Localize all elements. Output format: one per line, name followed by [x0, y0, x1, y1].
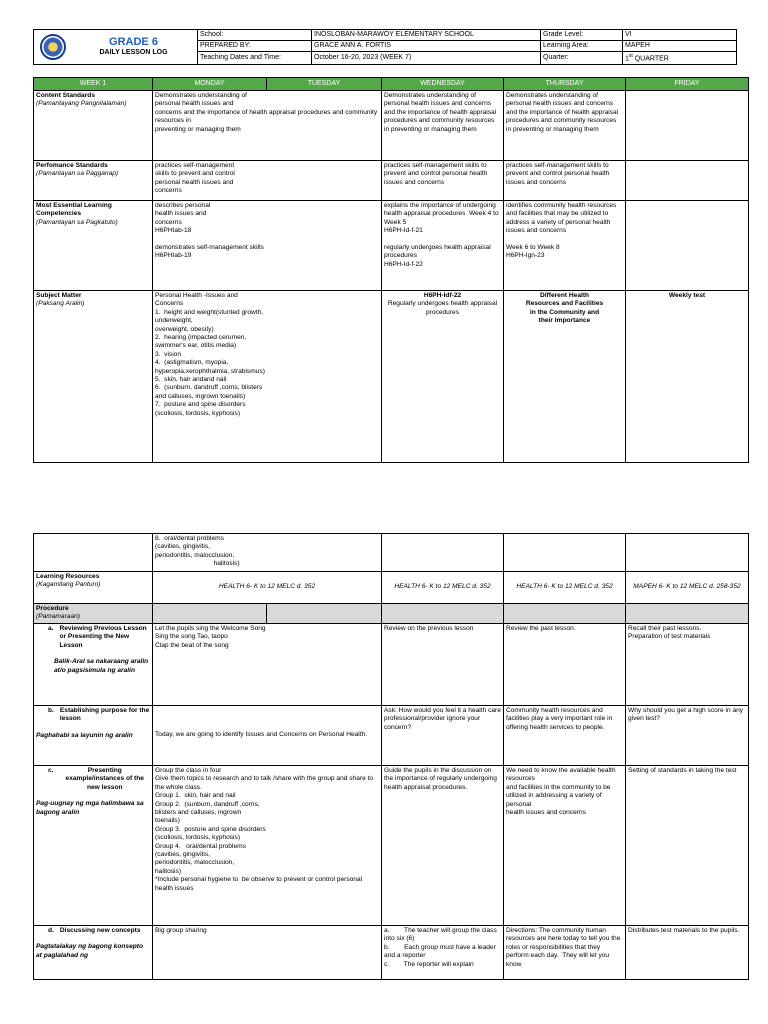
cell-text: Review the past lesson.: [506, 625, 576, 632]
deped-seal-icon: [40, 34, 66, 60]
row-title: Presenting example/instances of the new lesson: [65, 767, 144, 791]
thursday-cell: HEALTH 6- K to 12 MELC d. 352: [504, 572, 626, 604]
row-title: Content Standards: [36, 92, 95, 99]
continuation-row: [34, 534, 749, 572]
lesson-table-page2: [33, 533, 749, 980]
monday-cell: [153, 534, 382, 572]
row-title: Subject Matter: [36, 292, 82, 299]
friday-cell: [626, 706, 749, 766]
monday-cell: [153, 926, 382, 980]
row-subtitle: Pag-uugnay ng mga halimbawa sa bagong aralin: [36, 800, 144, 816]
melc-row: [34, 201, 749, 291]
monday-cell: [153, 766, 382, 926]
friday-cell: [626, 291, 749, 463]
quarter-label: Quarter:: [541, 52, 623, 65]
cell-text: Group the class in four Give them topics to research and to talk /share with the group and share to the whole class. Group 1. skin, hair and nail Group 2. (sunburn, dandruff ,corns, blisters and calluses, ingrown toenails) Group 3. posture and spine disorders (scoliosis, lordosis, kyphosis) Group 4. oral/dental problems (cavities, gingivitis, periodontitis, malocclusion, halitosis) *Include personal hygiene to be observe to prevent or control personal health issues: [155, 767, 374, 892]
quarter-rest: QUARTER: [632, 55, 669, 63]
cell-text: Directions: The community human resources are here today to tell you the roles or responsibilities that they perform each day. They will let you know: [506, 927, 623, 968]
prepared-label: PREPARED BY:: [198, 41, 312, 52]
row-label: [34, 572, 153, 604]
cell-text: Demonstrates understanding of personal health issues and concerns and the importance of health appraisal procedures and community resources in preventing or managing them: [384, 92, 499, 133]
content-standards-row: [34, 91, 749, 161]
cell-text: We need to know the available health resources and facilities in the community to be utilized in addressing a variety of personal health issues and concerns: [506, 767, 616, 817]
row-title: Procedure: [36, 605, 69, 612]
row-letter: d.: [48, 927, 54, 934]
friday-cell: [626, 534, 749, 572]
procedure-c-row: [34, 766, 749, 926]
area-label: Learning Area:: [541, 41, 623, 52]
wednesday-cell: [382, 201, 504, 291]
wednesday-cell: [382, 534, 504, 572]
wednesday-cell: [382, 926, 504, 980]
row-label: [34, 604, 153, 624]
row-subtitle: (Paksang Aralin): [36, 300, 85, 308]
cell-text: Guide the pupils in the discussion on the importance of regularly undergoing health appraisal procedures.: [384, 767, 499, 791]
row-letter: a.: [48, 625, 54, 632]
wednesday-cell: [382, 291, 504, 463]
cell-text: Today, we are going to identify Issues and Concerns on Personal Health.: [155, 731, 368, 739]
tuesday-cell: [267, 604, 382, 624]
monday-cell: [153, 604, 267, 624]
competency-code: H6PH-Idf-22: [423, 292, 462, 299]
wednesday-cell: HEALTH 6- K to 12 MELC d. 352: [382, 572, 504, 604]
friday-cell: [626, 624, 749, 706]
cell-text: explains the importance of undergoing health appraisal procedures Week 4 to Week 5 H6PH-Id-f-21 regularly undergoes health appraisal procedures H6PH-Id-f-22: [384, 202, 499, 268]
cell-text: Weekly test: [668, 292, 706, 299]
thursday-cell: [504, 706, 626, 766]
cell-text: Review on the previous lesson: [384, 625, 474, 632]
cell-text: Big group sharing: [155, 927, 207, 934]
grade-level-value: VI: [623, 30, 737, 41]
cell-text: identifies community health resources and facilities that may be utilized to address a variety of personal health issues and concerns Week 6 to Week 8 H6PH-Ign-23: [506, 202, 617, 260]
quarter-num: 1: [625, 55, 629, 63]
thursday-cell: [504, 291, 626, 463]
quarter-value: [623, 52, 737, 65]
monday-cell: [153, 291, 382, 463]
wednesday-cell: [382, 604, 504, 624]
row-label: [34, 766, 153, 926]
friday-cell: [626, 91, 749, 161]
cell-text: Setting of standards in taking the test: [628, 767, 737, 774]
procedure-d-row: [34, 926, 749, 980]
school-value: INOSLOBAN-MARAWOY ELEMENTARY SCHOOL: [312, 30, 541, 41]
friday-cell: MAPEH 6- K to 12 MELC d. 258-352: [626, 572, 749, 604]
cell-text: describes personal health issues and concerns H6PHIab-18 demonstrates self-management skills H6PHIab-19: [155, 202, 264, 260]
monday-cell: [153, 161, 382, 201]
row-label: [34, 706, 153, 766]
row-title: Establishing purpose for the lesson: [59, 707, 150, 723]
cell-text: Demonstrates understanding of personal health issues and concerns and the importance of health appraisal procedures and community resources in preventing or managing them: [155, 92, 378, 133]
row-label: [34, 201, 153, 291]
cell-text: practices self-management skills to prevent and control personal health issues and concerns: [384, 162, 490, 186]
learning-resources-row: [34, 572, 749, 604]
monday-cell: [153, 201, 382, 291]
row-label: [34, 91, 153, 161]
header-table: [33, 29, 737, 65]
wednesday-cell: [382, 766, 504, 926]
row-label: [34, 291, 153, 463]
row-letter: c.: [48, 767, 54, 774]
wednesday-cell: [382, 624, 504, 706]
friday-col-header: FRIDAY: [626, 78, 749, 91]
wednesday-cell: [382, 91, 504, 161]
procedure-b-row: [34, 706, 749, 766]
cell-text: Regularly undergoes health appraisal procedures: [387, 300, 498, 316]
dates-value: October 16-20, 2023 (WEEK 7): [312, 52, 541, 65]
procedure-a-row: [34, 624, 749, 706]
thursday-cell: [504, 534, 626, 572]
performance-standards-row: [34, 161, 749, 201]
cell-text: Personal Health -Issues and Concerns 1. height and weight(stunted growth, underweight, overweight, obesity) 2. hearing (impacted cerumen, swimmer's ear, otitis media) 3. vision 4. (astigmatism, myopia, hyperopia,xerophthalmia, strabismus) 5. skin, hair andand nail 6. (sunburn, dandruff ,corns, blisters and calluses, ingrown toenails) 7. posture and spine disorders (scoliosis, lordosis, kyphosis): [155, 292, 265, 417]
grade-title: GRADE 6: [109, 36, 158, 49]
row-label: [34, 534, 153, 572]
thursday-cell: [504, 766, 626, 926]
row-subtitle: (Pamantayan sa Pagganap): [36, 170, 119, 178]
cell-text: Different Health Resources and Facilities in the Community and their Importance: [525, 292, 604, 325]
row-title: Discussing new concepts: [59, 927, 141, 934]
row-title: Learning Resources: [36, 573, 100, 580]
log-title: DAILY LESSON LOG: [99, 49, 168, 57]
row-subtitle: Paghahabi sa layunin ng aralin: [36, 731, 133, 739]
prepared-value: GRACE ANN A. FORTIS: [312, 41, 541, 52]
procedure-row: [34, 604, 749, 624]
friday-cell: [626, 766, 749, 926]
cell-text: Let the pupils sing the Welcome Song Sing the song Tao, taopo Clap the beat of the song: [155, 625, 266, 649]
week-header-row: [34, 78, 749, 91]
thursday-cell: [504, 624, 626, 706]
monday-cell: [153, 706, 382, 766]
monday-cell: [153, 91, 382, 161]
cell-text: practices self-management skills to prevent and control personal health issues and concerns: [155, 162, 235, 195]
monday-cell: [153, 624, 382, 706]
friday-cell: [626, 201, 749, 291]
row-letter: b.: [48, 707, 54, 714]
wednesday-cell: [382, 706, 504, 766]
row-label: [34, 624, 153, 706]
friday-cell: [626, 161, 749, 201]
thursday-col-header: THURSDAY: [504, 78, 626, 91]
cell-text: 8. oral/dental problems (cavities, gingivitis, periodontitis, malocclusion, halitosis): [155, 535, 240, 568]
thursday-cell: [504, 201, 626, 291]
thursday-cell: [504, 926, 626, 980]
row-label: [34, 926, 153, 980]
quarter-sup: st: [628, 53, 633, 59]
thursday-cell: [504, 604, 626, 624]
tuesday-col-header: TUESDAY: [267, 78, 382, 91]
school-label: School:: [198, 30, 312, 41]
row-label: [34, 161, 153, 201]
header-title-cell: [34, 30, 198, 65]
friday-cell: [626, 604, 749, 624]
week-col-header: WEEK 1: [34, 78, 153, 91]
row-subtitle: (Pamamaraan): [36, 613, 80, 621]
friday-cell: [626, 926, 749, 980]
wednesday-cell: [382, 161, 504, 201]
row-subtitle: Balik-Aral sa nakaraang aralin at/o pagsisimula ng aralin: [54, 658, 149, 674]
subject-matter-row: [34, 291, 749, 463]
lesson-table-page1: [33, 77, 749, 463]
cell-text: practices self-management skills to prevent and control personal health issues and concerns: [506, 162, 612, 186]
row-subtitle: (Kagamitang Panturo): [36, 581, 101, 589]
row-subtitle: Pagtatalakay ng bagong konsepto at paglalahad ng: [36, 943, 143, 959]
row-subtitle: (Pamantayan sa Pagkatuto): [36, 218, 118, 226]
dates-label: Teaching Dates and Time:: [198, 52, 312, 65]
cell-text: Recall their past lessons. Preparation of test materials: [628, 625, 711, 641]
cell-text: Distributes test materials to the pupils.: [628, 927, 740, 934]
grade-level-label: Grade Level:: [541, 30, 623, 41]
cell-text: Community health resources and facilities play a very important role in offering health services to people.: [506, 707, 613, 731]
thursday-cell: [504, 91, 626, 161]
cell-text: a. The teacher will group the class into six (6) b. Each group must have a leader and a reporter c. The reporter will explain: [384, 927, 497, 968]
cell-text: Ask: How would you feel it a health care professional/provider ignore your concern?: [384, 707, 503, 731]
monday-cell: HEALTH 6- K to 12 MELC d. 352: [153, 572, 382, 604]
area-value: MAPEH: [623, 41, 737, 52]
cell-text: Demonstrates understanding of personal health issues and concerns and the importance of health appraisal procedures and community resources in preventing or managing them: [506, 92, 621, 133]
thursday-cell: [504, 161, 626, 201]
row-subtitle: (Pamantayang Pangnilalaman): [36, 100, 127, 108]
monday-col-header: MONDAY: [153, 78, 267, 91]
row-title: Most Essential Learning Competencies: [36, 202, 112, 218]
row-title: Reviewing Previous Lesson or Presenting the New Lesson: [59, 625, 147, 649]
cell-text: Why should you get a high score in any given test?: [628, 707, 745, 723]
wednesday-col-header: WEDNESDAY: [382, 78, 504, 91]
row-title: Perfomance Standards: [36, 162, 108, 169]
